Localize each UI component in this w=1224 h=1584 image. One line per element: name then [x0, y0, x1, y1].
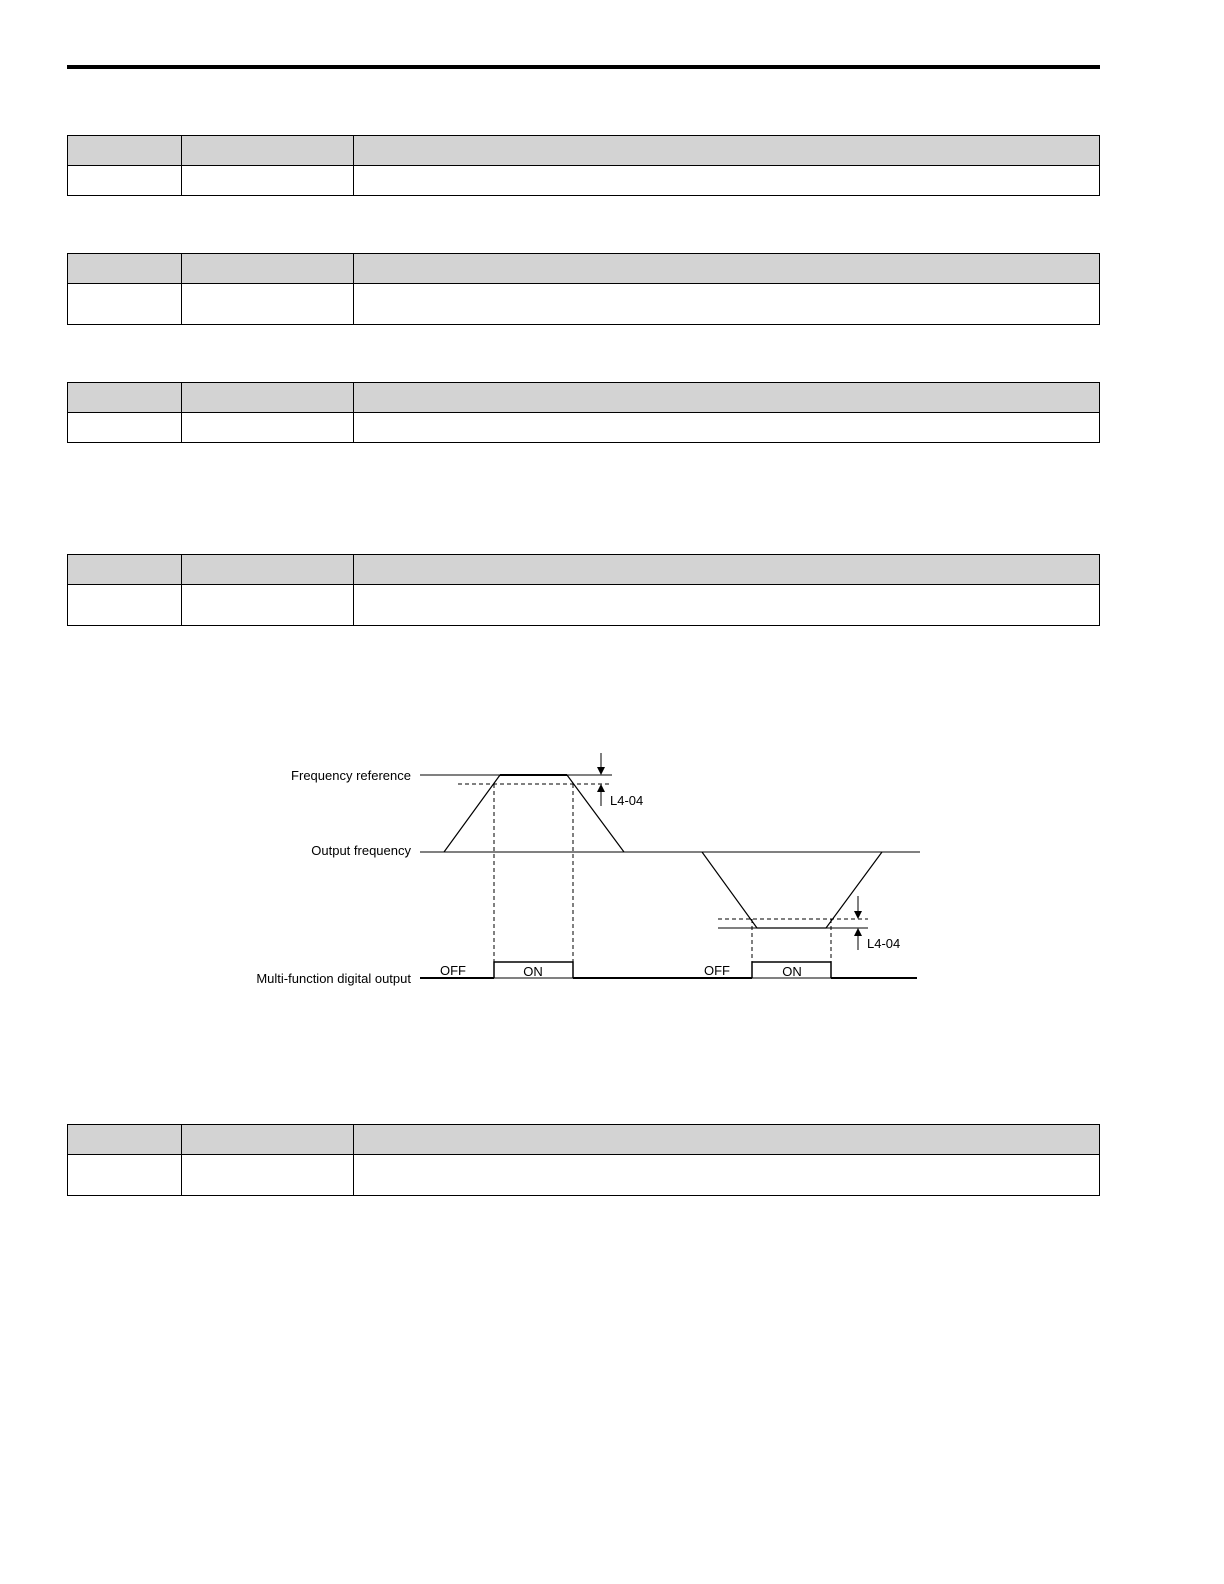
table-cell [354, 166, 1100, 196]
header-cell-setting [68, 136, 182, 166]
header-cell-function [182, 136, 354, 166]
table-row [68, 166, 1100, 196]
header-rule [67, 65, 1100, 69]
header-cell-description [354, 383, 1100, 413]
header-cell-function [182, 383, 354, 413]
table-cell [68, 1155, 182, 1196]
table-cell [182, 413, 354, 443]
table-cell [182, 284, 354, 325]
table-row [68, 1155, 1100, 1196]
header-cell-setting [68, 383, 182, 413]
l4-04-lower-label: L4-04 [867, 936, 901, 951]
header-cell-setting [68, 555, 182, 585]
frequency-reference-label: Frequency reference [291, 768, 411, 783]
parameter-table-2 [67, 253, 1100, 325]
header-cell-function [182, 254, 354, 284]
output-frequency-label: Output frequency [311, 843, 411, 858]
table-cell [182, 1155, 354, 1196]
header-cell-description [354, 254, 1100, 284]
table-cell [68, 413, 182, 443]
header-cell-setting [68, 254, 182, 284]
table-cell [354, 585, 1100, 626]
arrow-head-up-icon [854, 928, 862, 936]
digital-output-label: Multi-function digital output [256, 971, 411, 986]
table-header-row [68, 254, 1100, 284]
table-header-row [68, 1125, 1100, 1155]
off-label: OFF [440, 963, 466, 978]
table-row [68, 585, 1100, 626]
header-cell-description [354, 1125, 1100, 1155]
table-header-row [68, 136, 1100, 166]
parameter-table-4 [67, 554, 1100, 626]
header-cell-setting [68, 1125, 182, 1155]
output-frequency-forward [444, 775, 624, 852]
table-cell [68, 585, 182, 626]
header-cell-description [354, 555, 1100, 585]
l4-04-upper-label: L4-04 [610, 793, 644, 808]
on-label: ON [782, 964, 802, 979]
table-cell [354, 413, 1100, 443]
table-cell [68, 284, 182, 325]
header-cell-function [182, 1125, 354, 1155]
timing-diagram [240, 745, 940, 995]
table-row [68, 413, 1100, 443]
table-header-row [68, 555, 1100, 585]
off-label: OFF [704, 963, 730, 978]
arrow-head-down-icon [597, 767, 605, 775]
table-cell [182, 585, 354, 626]
table-cell [354, 1155, 1100, 1196]
arrow-head-up-icon [597, 784, 605, 792]
parameter-table-5 [67, 1124, 1100, 1196]
output-frequency-reverse [702, 852, 882, 928]
arrow-head-down-icon [854, 911, 862, 919]
on-label: ON [523, 964, 543, 979]
table-cell [354, 284, 1100, 325]
table-row [68, 284, 1100, 325]
table-cell [68, 166, 182, 196]
table-header-row [68, 383, 1100, 413]
parameter-table-1 [67, 135, 1100, 196]
header-cell-function [182, 555, 354, 585]
table-cell [182, 166, 354, 196]
header-cell-description [354, 136, 1100, 166]
parameter-table-3 [67, 382, 1100, 443]
